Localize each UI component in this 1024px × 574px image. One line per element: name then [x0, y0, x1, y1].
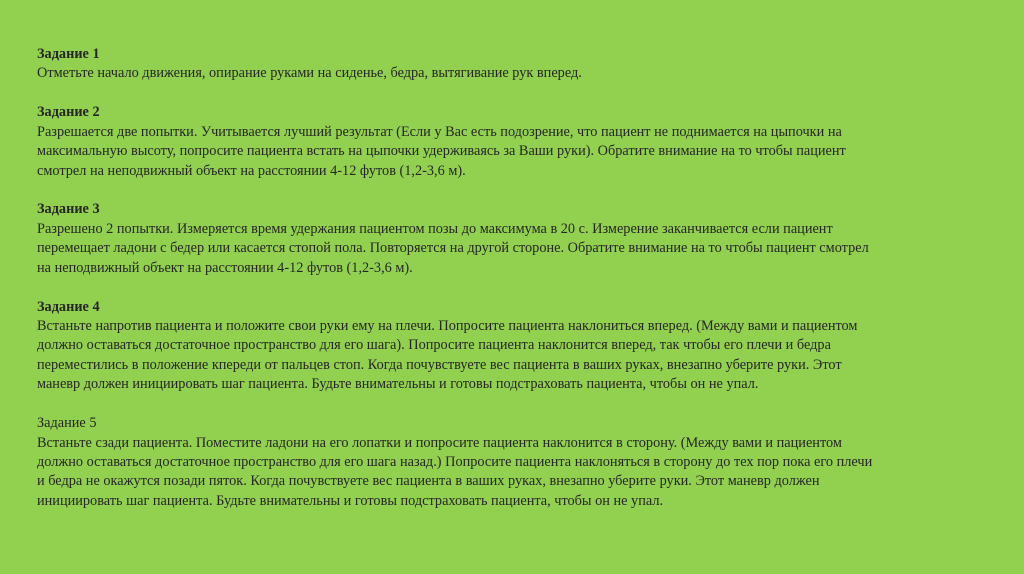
- task-title: Задание 2: [37, 104, 100, 121]
- task-4: [37, 298, 987, 395]
- task-title: Задание 1: [37, 46, 100, 62]
- task-text-line: должно оставаться достаточное пространство для его шага назад.) Попросите пациента наклоняться в сторону до тех пор пока его плечи: [37, 453, 873, 470]
- task-text-line: смотрел на неподвижный объект на расстоянии 4-12 футов (1,2-3,6 м).: [37, 162, 466, 179]
- task-text-line: инициировать шаг пациента. Будьте внимательны и готовы подстраховать пациента, чтобы он не упал.: [37, 492, 664, 509]
- task-text-line: переместились в положение кпереди от пальцев стоп. Когда почувствуете вес пациента в ваших руках, внезапно уберите руки. Этот: [37, 356, 842, 373]
- task-text-line: на неподвижный объект на расстоянии 4-12 футов (1,2-3,6 м).: [37, 259, 413, 276]
- task-text-line: маневр должен инициировать шаг пациента. Будьте внимательны и готовы подстраховать пациента, чтобы он не упал.: [37, 376, 759, 393]
- task-text-line: Разрешено 2 попытки. Измеряется время удержания пациентом позы до максимума в 20 с. Измерение заканчивается если пациент: [37, 220, 833, 237]
- task-title: Задание 5: [37, 415, 97, 432]
- task-text-line: максимальную высоту, попросите пациента встать на цыпочки удерживаясь за Ваши руки). Обратите внимание на то чтобы пациент: [37, 143, 846, 160]
- task-text-line: Встаньте сзади пациента. Поместите ладони на его лопатки и попросите пациента наклонится в сторону. (Между вами и пациентом: [37, 434, 842, 451]
- task-2: [37, 103, 987, 181]
- task-text-line: перемещает ладони с бедер или касается стопой пола. Повторяется на другой стороне. Обратите внимание на то чтобы пациент смотрел: [37, 240, 869, 257]
- task-title: Задание 4: [37, 298, 100, 315]
- task-1: [37, 45, 987, 84]
- task-text-line: и бедра не окажутся позади пяток. Когда почувствуете вес пациента в ваших руках, внезапно уберите руки. Этот маневр должен: [37, 473, 820, 490]
- task-text-line: Разрешается две попытки. Учитывается лучший результат (Если у Вас есть подозрение, что пациент не поднимается на цыпочки на: [37, 123, 842, 140]
- task-3: [37, 200, 987, 278]
- task-title: Задание 3: [37, 201, 100, 218]
- task-text-line: Встаньте напротив пациента и положите свои руки ему на плечи. Попросите пациента наклониться вперед. (Между вами и пациентом: [37, 317, 858, 334]
- task-text-line: Отметьте начало движения, опирание руками на сиденье, бедра, вытягивание рук вперед.: [37, 65, 582, 82]
- task-text-line: должно оставаться достаточное пространство для его шага). Попросите пациента наклонится вперед, так чтобы его плечи и бедра: [37, 337, 831, 354]
- task-5: [37, 414, 987, 511]
- slide-content: [37, 45, 987, 531]
